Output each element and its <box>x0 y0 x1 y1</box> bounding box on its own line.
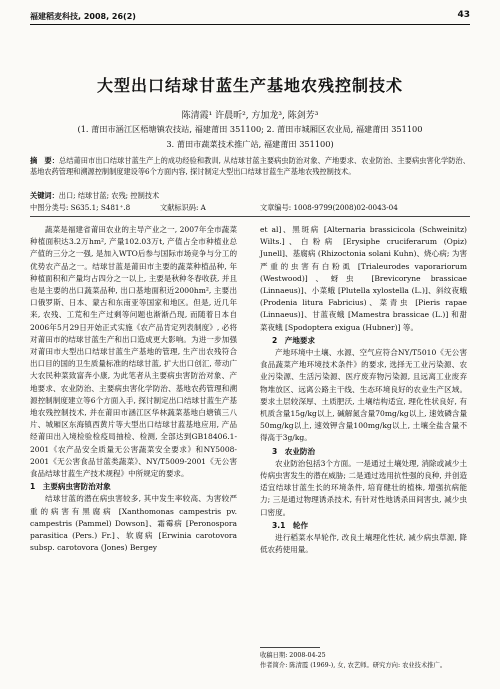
author-list: 陈清霞¹ 许晨昕², 方加龙³, 陈剑芳³ <box>181 111 319 121</box>
footnote-rule <box>260 647 320 648</box>
paper-title: 大型出口结球甘蓝生产基地农残控制技术 <box>96 76 403 95</box>
section-3-1-text: 进行稻菜水旱轮作, 改良土壤理化性状, 减少病虫草源, 降低农药使用量。 <box>260 533 467 555</box>
section-1-heading: 1 主要病虫害防治对象 <box>30 482 111 492</box>
keywords-label: 关键词： <box>30 191 59 200</box>
abstract-text: 总结莆田市出口结球甘蓝生产上的成功经验和教训, 从结球甘蓝主要病虫防治对象、产地要求、农业防治、主要病虫害化学防治、基地农药管理和溯源控制制度建设等6个方面内容, 探讨制定大型出口结球甘蓝生产基地农残控制技术。 <box>30 156 470 176</box>
section-3-text: 农业防治包括3个方面。一是通过土壤处理, 消除或减少土传病虫害发生的潜在威胁; 二是通过选用抗性强的良种, 并创造适宜结球甘蓝生长的环境条件, 培育健壮的植株, 增强抗病能力; 三是通过物理诱杀技术, 有针对性地诱杀田间害虫, 减少虫口密度。 <box>260 458 467 517</box>
affiliation-line-1: (1. 莆田市涵江区梧塘镇农技站, 福建莆田 351100; 2. 莆田市城厢区农业局, 福建莆田 351100 <box>77 124 423 134</box>
journal-info: 福建稻麦科技, 2008, 26(2) <box>30 12 136 21</box>
document-code: 文献标识码: A <box>160 203 206 212</box>
left-column <box>30 224 237 554</box>
right-column <box>260 224 467 556</box>
article-id: 文章编号: 1008-9799(2008)02-0043-04 <box>260 203 398 212</box>
footnote-author-bio: 作者简介: 陈清霞 (1969-), 女, 农艺师。研究方向: 农业技术推广。 <box>260 662 447 669</box>
section-3-heading: 3 农业防治 <box>272 446 315 456</box>
abstract-label: 摘 要： <box>30 156 60 165</box>
section-1-text-part1: 结球甘蓝的潜在病虫害较多, 其中发生率较高、为害较严重的病害有黑腐病 [Xanthomonas campestris pv. campestris (Pammel) Dowson]、霜霉病 [Peronospora parasitica (Pers.) Fr.]、软腐病 [Erwinia carotovora subsp. carotovora (Jones) Bergey <box>30 494 237 553</box>
section-1-text-part2: et al]、黑斑病 [Alternaria brassicicola (Schweinitz) Wilts.]、白粉病 [Erysiphe cruciferarum (Opiz) Junell]、基腐病 (Rhizoctonia solani Kuhn)、烧心病; 为害严重的虫害有白粉虱 [Trialeurodes vaporariorum (Westwood)]、蚜虫 [Brevicoryne brassicae (Linnaeus)]、小菜蛾 [Plutella xylostella (L.)]、斜纹夜蛾 (Prodenia litura Fabricius)、菜青虫 [Pieris rapae (Linnaeus)]、甘蓝夜蛾 [Mamestra brassicae (L.)] 和甜菜夜蛾 [Spodoptera exigua (Hubner)] 等。 <box>260 225 467 332</box>
article-meta <box>30 203 470 213</box>
keywords-text: 出口; 结球甘蓝; 农残; 控制技术 <box>58 191 160 200</box>
header-rule <box>30 24 470 25</box>
footnote-received: 收稿日期: 2008-04-25 <box>260 652 326 659</box>
keywords <box>30 191 470 201</box>
section-3-1-heading: 3.1 轮作 <box>272 520 309 530</box>
section-2-heading: 2 产地要求 <box>272 335 315 345</box>
clc-number: 中图分类号: S635.1; S481⁺.8 <box>30 203 131 212</box>
intro-paragraph: 蔬菜是福建省莆田农业的主导产业之一, 2007年全市蔬菜种植面积达3.2万hm², 产量102.03万t, 产值占全市种植业总产值的三分之一强, 是加入WTO后参与国际市场竞争与分工的优势农产品之一。结球甘蓝是莆田市主要的蔬菜种植品种, 年种植面积和产量均占四分之一以上, 主要是秋种冬春收获, 并且也是主要的出口蔬菜品种, 出口基地面积近2000hm², 主要出口俄罗斯、日本、蒙古和东南亚等国家和地区。但是, 近几年来, 农残、工荒和生产过剩等问题也渐渐凸现, 而随着日本自2006年5月29日开始正式实施《农产品肯定列表制度》, 必将对莆田市的结球甘蓝生产和出口造成更大影响。为进一步加强对莆田市大型出口结球甘蓝生产基地的管理, 生产出农残符合出口目的国的卫生质量标准的结球甘蓝, 扩大出口创汇, 带动广大农民种菜致富奔小康, 为此笔者从主要病虫害防治对象、产地要求、农业防治、主要病虫害化学防治、基地农药管理和溯源控制制度建立等6个方面入手, 探讨制定出口结球甘蓝生产基地农残控制技术, 并在莆田市涵江区华林蔬菜基地白塘镇三八片、城厢区东海镇西黄片等大型出口结球甘蓝基地应用, 产品经莆田出入境检验检疫局抽检、检测, 全部达到GB18406.1-2001《农产品安全质量无公害蔬菜安全要求》和NY5008-2001《无公害食品甘蓝类蔬菜》、NY/T5009-2001《无公害食品结球甘蓝生产技术规程》中所规定的要求。 <box>30 225 237 479</box>
meta-rule <box>30 216 470 217</box>
section-2-text: 产地环境中土壤、水源、空气应符合NY/T5010《无公害食品蔬菜产地环境技术条件》的要求, 选择无工业污染源、农业污染源、生活污染源、医疗废弃物污染源, 且远离工业废弃物堆放区、远离公路主干线、生态环境良好的农业生产区域。要求土层较深厚、土质肥沃, 土壤结构适宜, 理化性状良好, 有机质含量15g/kg以上, 碱解氮含量70mg/kg以上, 速效磷含量50mg/kg以上, 速效钾含量100mg/kg以上, 土壤全盐含量不得高于3g/kg。 <box>260 348 467 443</box>
page-number: 43 <box>457 10 470 20</box>
running-header <box>30 8 470 24</box>
affiliation-line-2: 3. 莆田市蔬菜技术推广站, 福建莆田 351100) <box>166 139 334 149</box>
abstract <box>30 156 470 177</box>
